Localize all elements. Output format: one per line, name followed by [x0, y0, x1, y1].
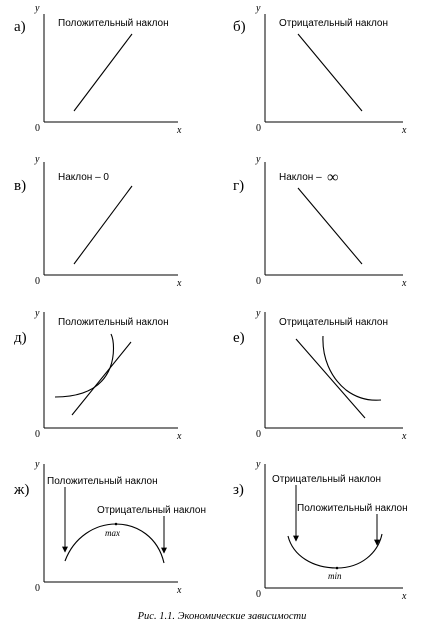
panel-zh-title-right: Отрицательный наклон: [97, 505, 206, 516]
panel-z-title-right: Положительный наклон: [297, 503, 408, 514]
panel-g-label: г): [233, 178, 245, 194]
panel-b-label: б): [233, 19, 246, 35]
panel-d-y-label: y: [35, 308, 40, 319]
panel-g-origin: 0: [256, 276, 261, 287]
panel-b-origin: 0: [256, 123, 261, 134]
panel-e: [233, 308, 407, 442]
panel-z-label: з): [233, 482, 244, 498]
panel-g-x-label: x: [402, 278, 407, 289]
panel-g-infinity-symbol: ∞: [327, 169, 339, 186]
panel-zh-x-label: x: [177, 585, 182, 596]
panel-e-origin: 0: [256, 429, 261, 440]
panel-a-origin: 0: [35, 123, 40, 134]
panel-v-x-label: x: [177, 278, 182, 289]
panel-z-valley-curve: [288, 534, 382, 568]
panel-z-min-label: min: [328, 571, 342, 581]
panel-z: [233, 459, 408, 602]
panel-v-label: в): [14, 178, 27, 194]
panel-g-y-label: y: [256, 154, 261, 165]
panel-g-line: [298, 188, 362, 264]
panel-d-x-label: x: [177, 431, 182, 442]
panel-zh-max-point: [115, 523, 118, 526]
panel-e-title: Отрицательный наклон: [279, 317, 388, 328]
panel-zh-y-label: y: [35, 459, 40, 470]
panel-b-title: Отрицательный наклон: [279, 18, 388, 29]
panel-a-label: а): [14, 19, 26, 35]
panel-zh-title-left: Положительный наклон: [47, 476, 158, 487]
panel-a: [14, 3, 182, 136]
panel-v: [14, 154, 182, 289]
panel-b-falling-line: [298, 34, 362, 111]
panel-z-origin: 0: [256, 589, 261, 600]
panel-d: [14, 308, 182, 442]
panel-zh: [13, 459, 206, 596]
panel-d-title: Положительный наклон: [58, 317, 169, 328]
panel-v-origin: 0: [35, 276, 40, 287]
panel-b-y-label: y: [256, 3, 261, 14]
panel-g: [233, 154, 407, 289]
panel-e-convex-curve: [323, 336, 381, 400]
panel-g-title: Наклон –: [279, 172, 322, 183]
panel-a-rising-line: [74, 34, 132, 111]
panel-v-title: Наклон – 0: [58, 172, 109, 183]
panel-b: [233, 3, 407, 136]
panel-z-title-left: Отрицательный наклон: [272, 474, 381, 485]
panel-v-line: [74, 186, 132, 264]
panel-z-y-label: y: [256, 459, 261, 470]
panel-a-y-label: y: [35, 3, 40, 14]
panel-e-x-label: x: [402, 431, 407, 442]
panel-zh-label: ж): [14, 482, 30, 498]
panel-e-tangent-line: [296, 339, 365, 418]
panel-d-label: д): [14, 330, 27, 346]
panel-e-label: е): [233, 330, 245, 346]
panel-d-tangent-line: [72, 342, 131, 415]
panel-zh-origin: 0: [35, 583, 40, 594]
panel-a-title: Положительный наклон: [58, 18, 169, 29]
panel-a-x-label: x: [177, 125, 182, 136]
panel-v-y-label: y: [35, 154, 40, 165]
panel-d-origin: 0: [35, 429, 40, 440]
panel-b-x-label: x: [402, 125, 407, 136]
figure-caption: Рис. 1.1. Экономические зависимости: [137, 611, 307, 622]
panel-z-x-label: x: [402, 591, 407, 602]
panel-zh-max-label: max: [105, 528, 120, 538]
panel-d-convex-curve: [55, 334, 114, 397]
panel-e-y-label: y: [256, 308, 261, 319]
panel-z-min-point: [336, 567, 339, 570]
